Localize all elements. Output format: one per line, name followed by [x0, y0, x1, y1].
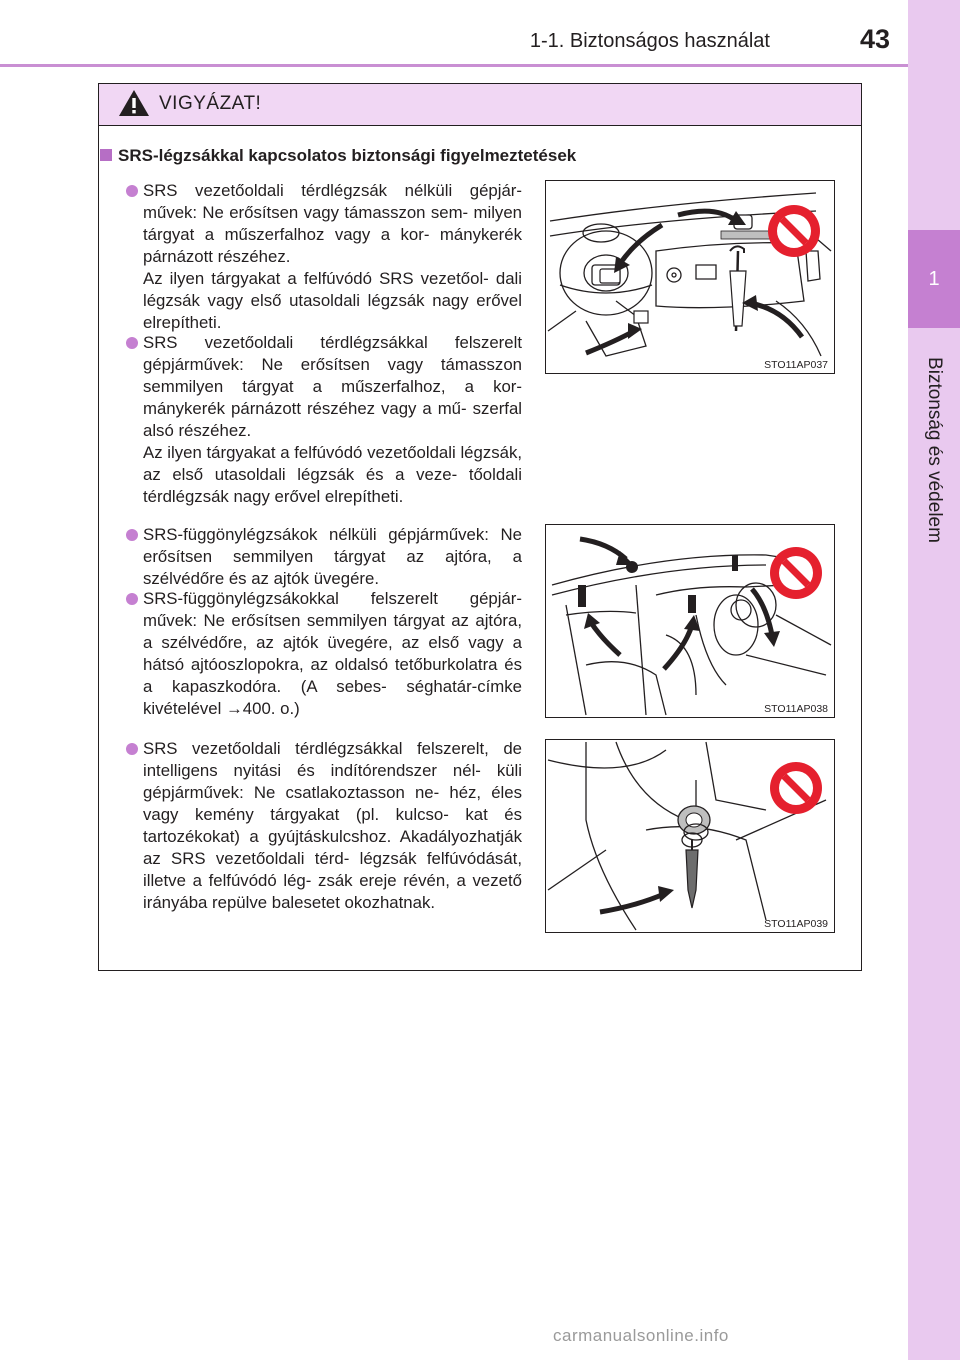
bullet-icon: [126, 529, 138, 541]
warning-item: [126, 524, 522, 590]
warning-text: SRS-függönylégzsákok nélküli gépjárművek: Ne erősítsen semmilyen tárgyat az ajtóra, a szélvédőre és az ajtók üvegére.: [143, 525, 522, 588]
page-number: 43: [859, 24, 890, 54]
figure-code: STO11AP037: [764, 359, 828, 371]
caution-title: VIGYÁZAT!: [159, 93, 262, 114]
chapter-side-tab: [908, 0, 960, 1360]
ignition-key-illustration: [546, 740, 836, 934]
figure-code: STO11AP038: [764, 703, 828, 715]
watermark: carmanualsonline.info: [553, 1326, 729, 1345]
warning-text: SRS vezetőoldali térdlégzsák nélküli gépjár- művek: Ne erősítsen vagy támasszon sem- milyen tárgyat a műszerfalhoz vagy a kor- mánykerék párnázott részéhez. Az ilyen tárgyakat a felfúvódó SRS vezetőol- dali légzsák vagy első utasoldali légzsák nagy erővel elrepítheti.: [143, 181, 522, 332]
bullet-icon: [126, 337, 138, 349]
figure-code: STO11AP039: [764, 918, 828, 930]
chapter-number-tab[interactable]: 1: [908, 230, 960, 328]
warning-triangle-icon: [117, 88, 151, 123]
warning-item: [126, 588, 522, 720]
warning-item: [126, 332, 522, 508]
warning-item: [126, 180, 522, 334]
warning-text: SRS-függönylégzsákokkal felszerelt gépjár- művek: Ne erősítsen semmilyen tárgyat az ajtóra, a szélvédőre, az ajtók üvegére, az első vagy a hátsó ajtóoszlopokra, az oldalsó tetőburkolatra és a kapaszkodóra. (A sebes- séghatár-címke kivételével →400. o.): [143, 589, 523, 718]
bullet-icon: [126, 743, 138, 755]
dashboard-illustration: [546, 181, 836, 375]
section-heading: SRS-légzsákkal kapcsolatos biztonsági figyelmeztetések: [100, 146, 576, 166]
bullet-icon: [126, 185, 138, 197]
warning-text: SRS vezetőoldali térdlégzsákkal felszerelt, de intelligens nyitási és indítórendszer nél- küli gépjárművek: Ne csatlakoztasson ne- héz, éles vagy kemény tárgyakat (pl. kulcso- kat és tartozékokat) a gyújtáskulcshoz. Akadályozhatják az SRS vezetőoldali térd- légzsák felfúvódását, illetve a felfúvódó lég- zsák ereje révén, a vezető irányába repülve balesetet okozhatnak.: [143, 739, 523, 912]
figure-interior: [545, 524, 835, 718]
figure-ignition-key: [545, 739, 835, 933]
header-divider: [0, 64, 908, 67]
bullet-icon: [126, 593, 138, 605]
square-bullet-icon: [100, 149, 112, 161]
caution-header: [99, 84, 861, 126]
section-title: 1-1. Biztonságos használat: [529, 30, 770, 52]
warning-text: SRS vezetőoldali térdlégzsákkal felszerelt gépjárművek: Ne erősítsen vagy támasszon semmilyen tárgyat a műszerfalhoz, a kor- mánykerék párnázott részéhez vagy a mű- szerfal alsó részéhez. Az ilyen tárgyakat a felfúvódó vezetőoldali légzsák, az első utasoldali légzsák és a veze- tőoldali térdlégzsák nagy erővel elrepítheti.: [143, 333, 523, 506]
chapter-label: Biztonság és védelem: [924, 357, 945, 543]
figure-dashboard: [545, 180, 835, 374]
warning-item: [126, 738, 522, 914]
interior-illustration: [546, 525, 836, 719]
